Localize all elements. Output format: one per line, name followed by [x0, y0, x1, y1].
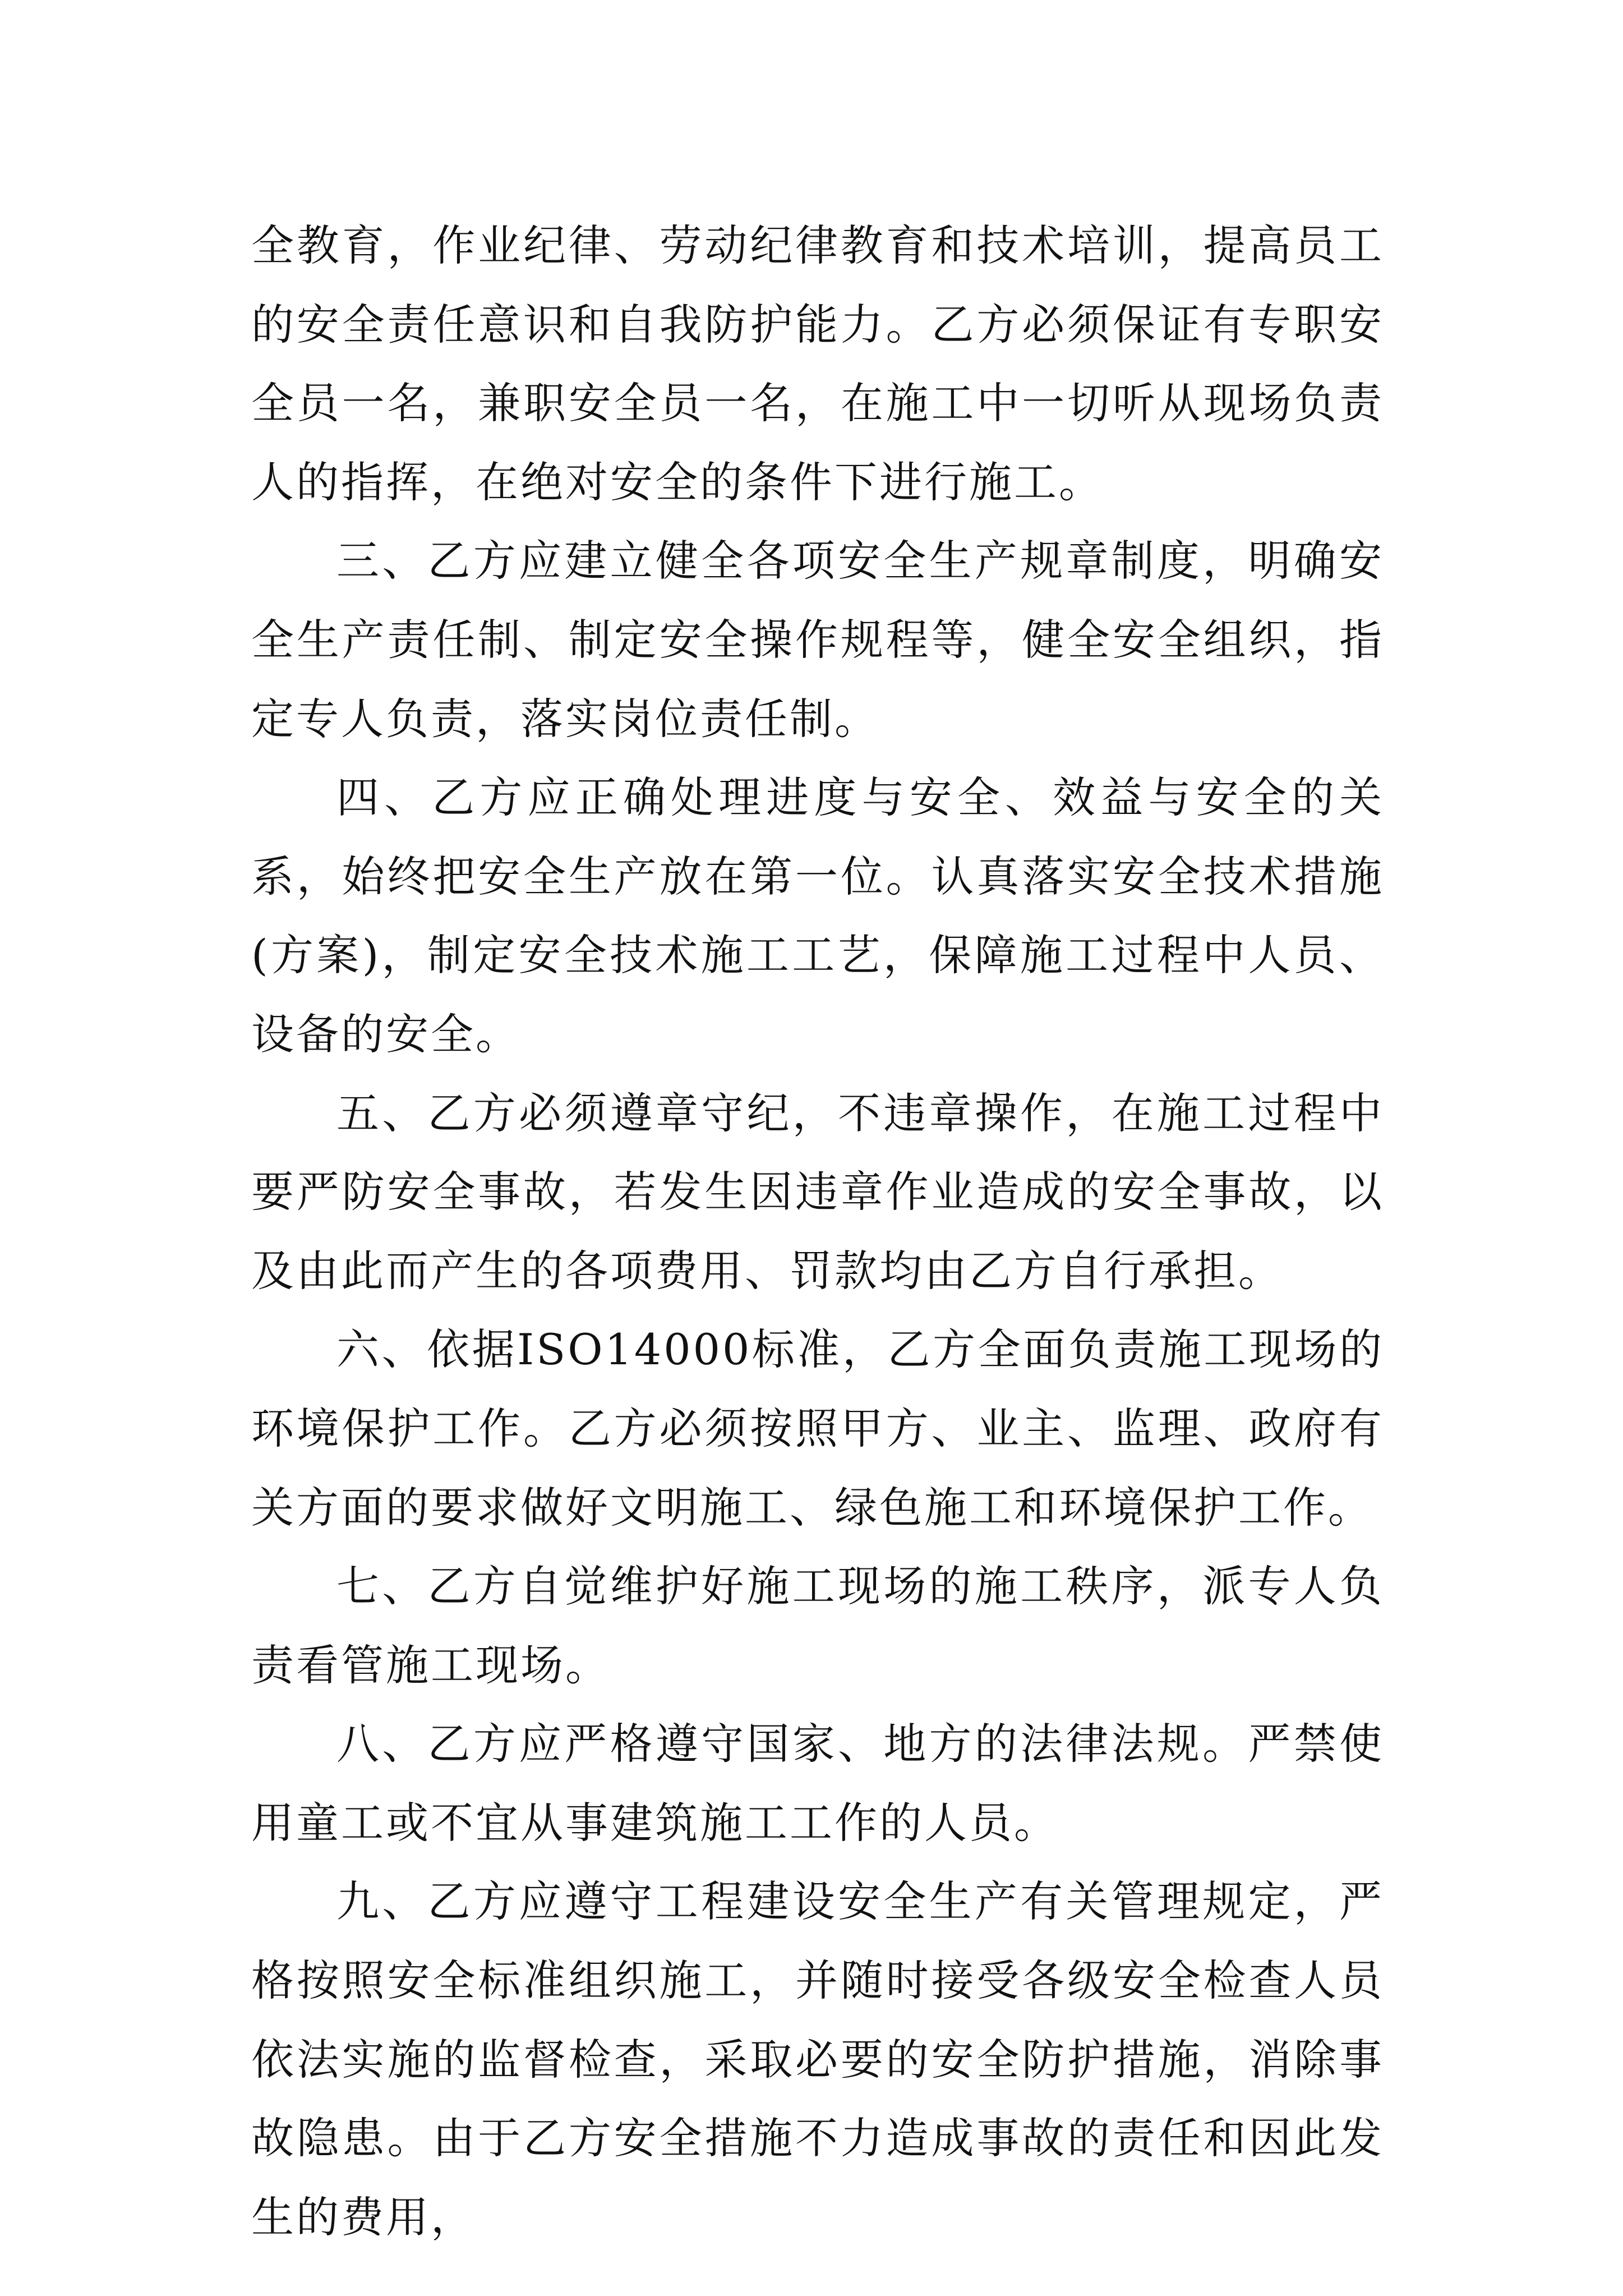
paragraph-clause-7: 七、乙方自觉维护好施工现场的施工秩序，派专人负责看管施工现场。 [251, 1561, 1384, 1690]
paragraph-clause-5: 五、乙方必须遵章守纪，不违章操作，在施工过程中要严防安全事故，若发生因违章作业造成的安全事故，以及由此而产生的各项费用、罚款均由乙方自行承担。 [251, 1088, 1384, 1296]
paragraph-clause-9: 九、乙方应遵守工程建设安全生产有关管理规定，严格按照安全标准组织施工，并随时接受各级安全检查人员依法实施的监督检查，采取必要的安全防护措施，消除事故隐患。由于乙方安全措施不力造成事故的责任和因此发生的费用， [251, 1876, 1384, 2242]
paragraph-continuation: 全教育，作业纪律、劳动纪律教育和技术培训，提高员工的安全责任意识和自我防护能力。乙方必须保证有专职安全员一名，兼职安全员一名，在施工中一切听从现场负责人的指挥，在绝对安全的条件下进行施工。 [251, 220, 1384, 507]
document-body [251, 206, 1384, 2257]
paragraph-clause-3: 三、乙方应建立健全各项安全生产规章制度，明确安全生产责任制、制定安全操作规程等，健全安全组织，指定专人负责，落实岗位责任制。 [251, 536, 1384, 744]
paragraph-clause-4: 四、乙方应正确处理进度与安全、效益与安全的关系，始终把安全生产放在第一位。认真落实安全技术措施(方案)，制定安全技术施工工艺，保障施工过程中人员、设备的安全。 [251, 772, 1384, 1059]
paragraph-clause-8: 八、乙方应严格遵守国家、地方的法律法规。严禁使用童工或不宜从事建筑施工工作的人员。 [251, 1719, 1384, 1848]
paragraph-clause-6: 六、依据ISO14000标准，乙方全面负责施工现场的环境保护工作。乙方必须按照甲方、业主、监理、政府有关方面的要求做好文明施工、绿色施工和环境保护工作。 [251, 1324, 1384, 1533]
